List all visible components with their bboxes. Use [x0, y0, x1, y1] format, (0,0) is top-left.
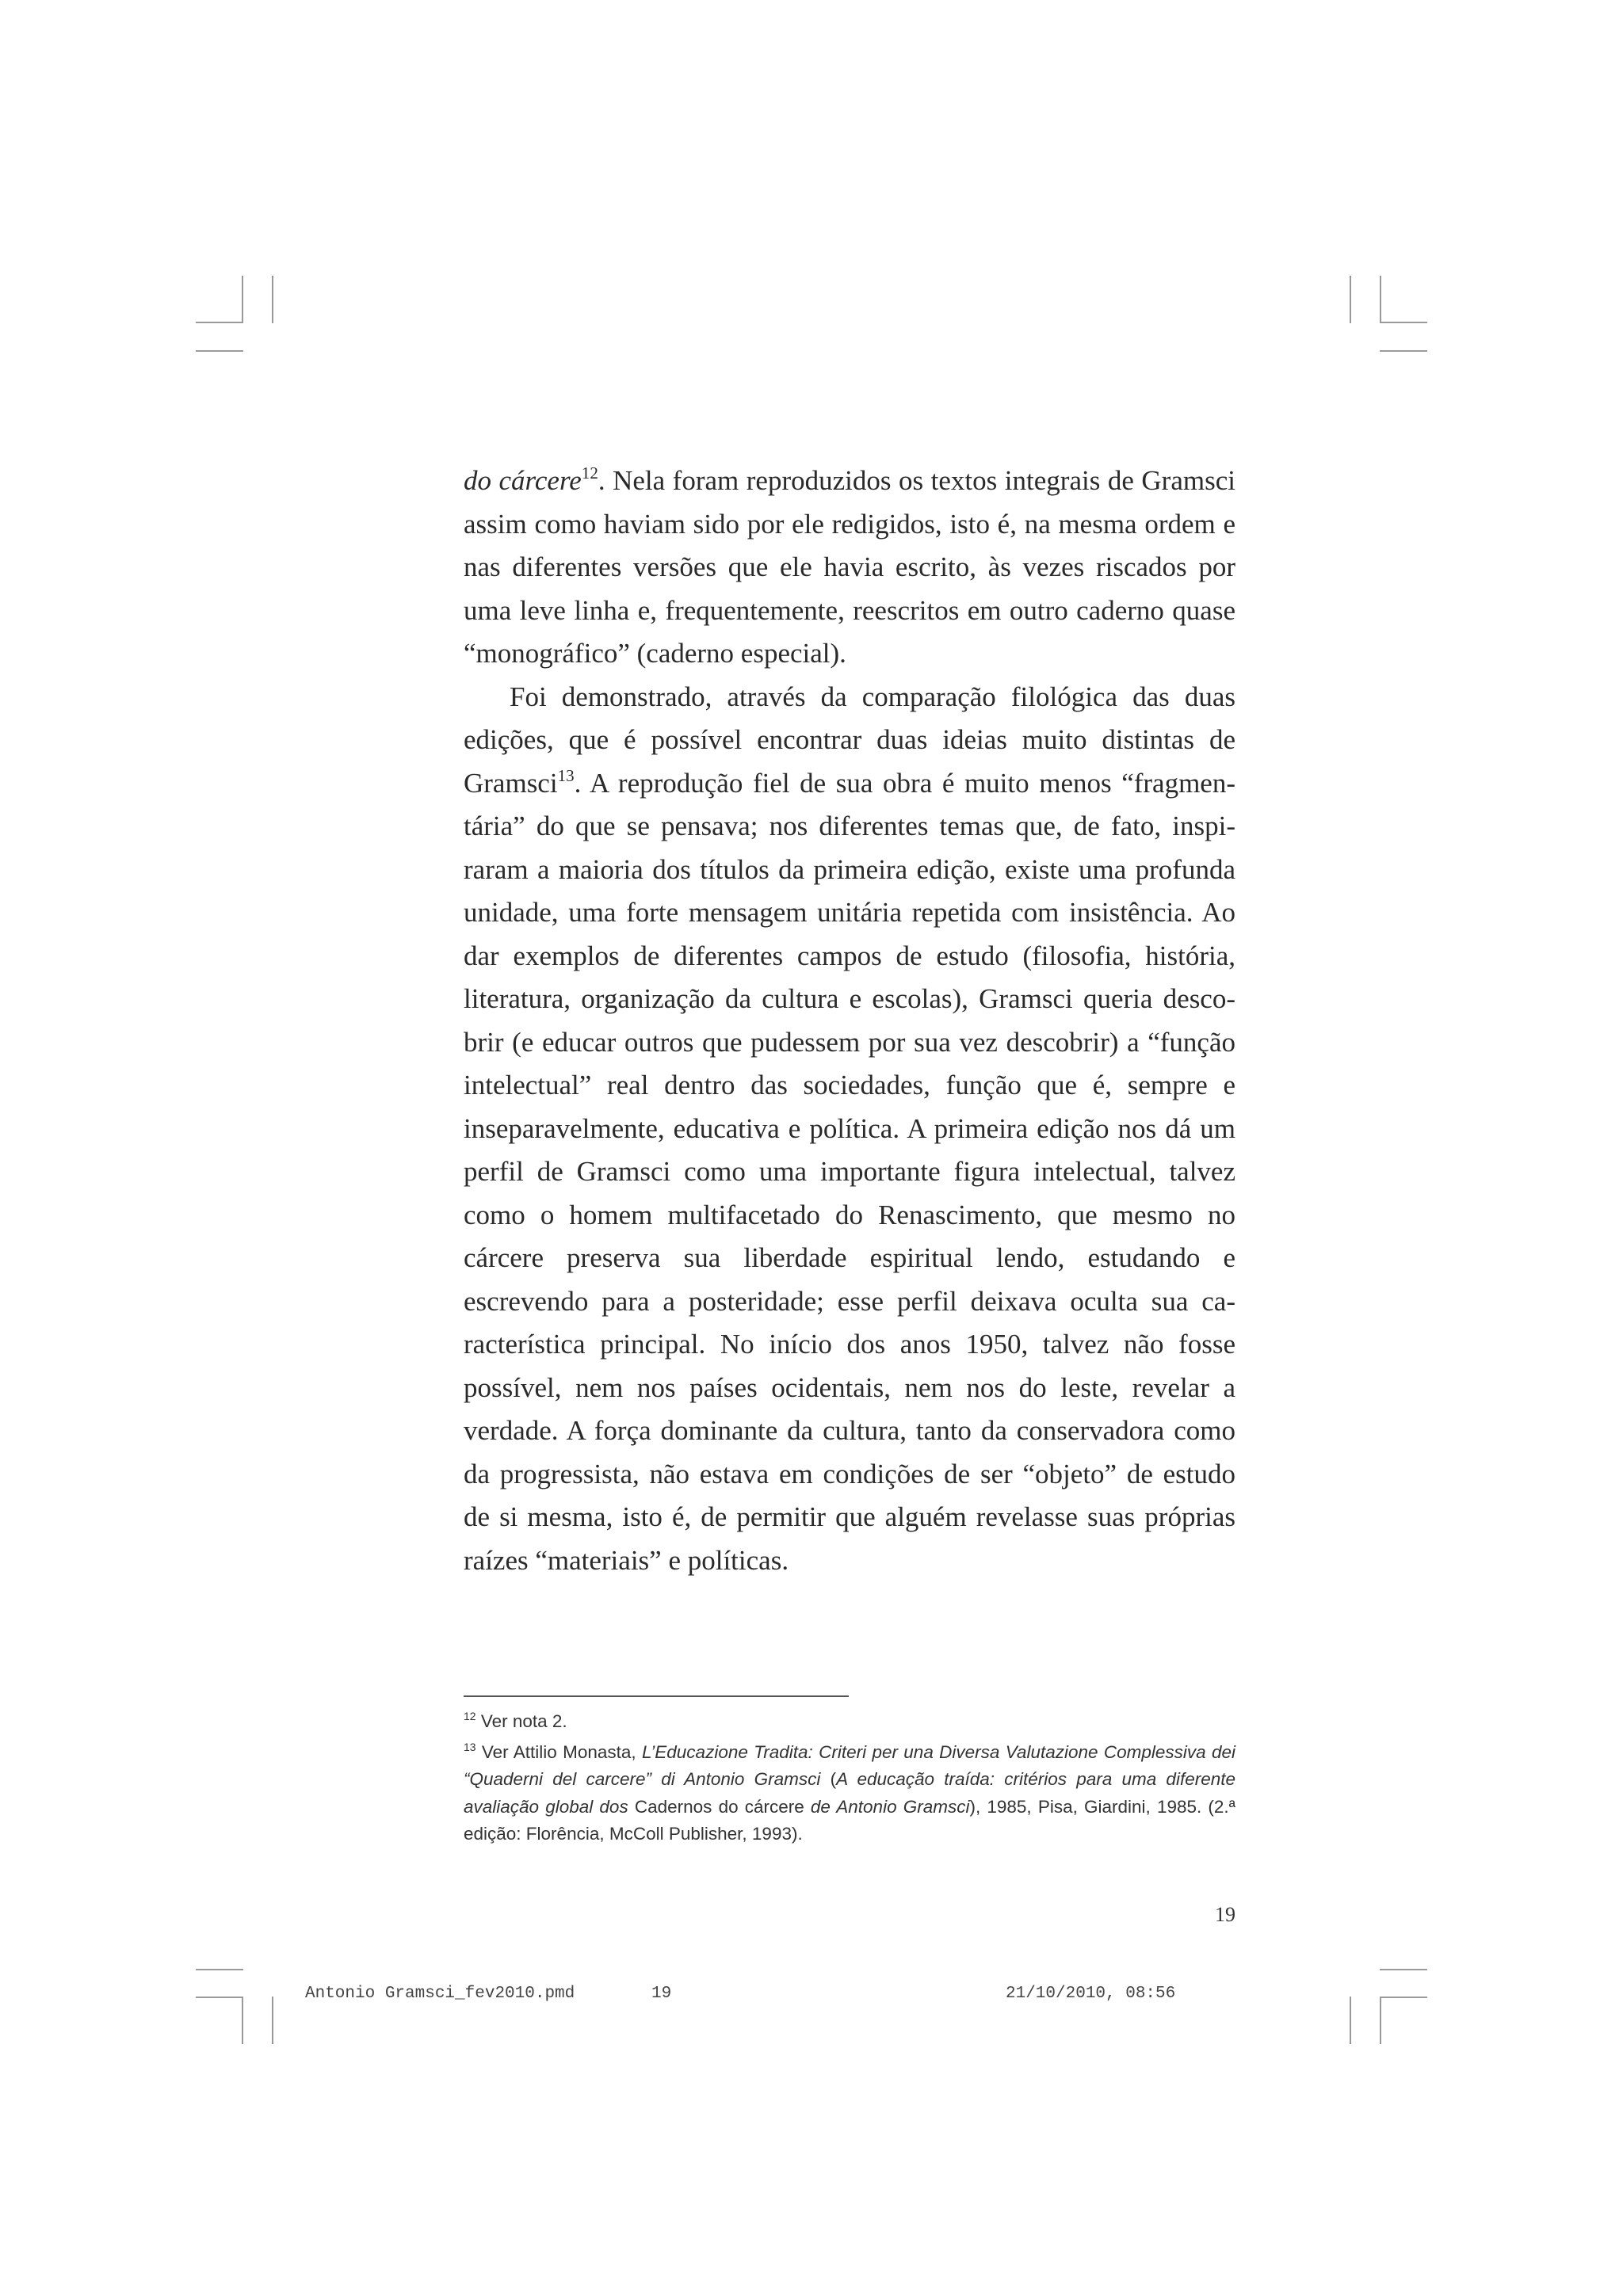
crop-mark	[1380, 1997, 1381, 2044]
footnote-text: Cadernos do cárcere	[628, 1796, 811, 1817]
footnote-text: ), 1985, Pisa, Giardini, 1985. (2.ª edição: Florência, McColl Publisher, 1993).	[464, 1796, 1235, 1844]
slug-page: 19	[651, 1985, 672, 2003]
crop-mark	[196, 1997, 243, 1998]
body-text	[464, 460, 1235, 1582]
crop-mark	[196, 350, 243, 352]
footnote-italic: de Antonio Gramsci	[810, 1796, 970, 1817]
crop-mark	[272, 276, 273, 323]
crop-mark	[272, 1997, 273, 2044]
print-slug	[305, 1985, 1177, 2012]
crop-mark	[1350, 1997, 1351, 2044]
footnote-italic: L’Educazione Tradita: Criteri per una Diversa Valutazione Complessiva dei “Quaderni del carcere” di Antonio Gramsci	[464, 1741, 1235, 1789]
footnote-13	[464, 1739, 1235, 1848]
crop-mark	[1350, 276, 1351, 323]
footnote-12	[464, 1708, 1235, 1736]
footnotes	[464, 1708, 1235, 1852]
footnote-ref-13[interactable]: 13	[557, 765, 575, 785]
slug-filename: Antonio Gramsci_fev2010.pmd	[305, 1985, 575, 2003]
footnote-number: 12	[464, 1710, 476, 1722]
paragraph-2-text-a: Foi demonstrado, através da comparação filológica das duas edições, que é possível encontrar duas ideias muito distintas de Gramsci	[464, 681, 1235, 799]
paragraph-2-text-b: . A reprodução fiel de sua obra é muito menos “fragmentária” do que se pensava; nos diferentes temas que, de fato, inspiraram a maioria dos títulos da primeira edição, existe uma profunda unidade, uma forte mensagem unitária repetida com insistência. Ao dar exemplos de diferentes campos de estudo (filosofia, história, literatura, organização da cultura e escolas), Gramsci queria descobrir (e educar outros que pudessem por sua vez descobrir) a “função intelectual” real dentro das sociedades, função que é, sempre e inseparavelmente, educativa e política. A primeira edição nos dá um perfil de Gramsci como uma importante figura intelectual, talvez como o homem multifacetado do Renascimento, que mesmo no cárcere preserva sua liberdade espiritual lendo, estudando e escrevendo para a posteridade; esse perfil deixava oculta sua característica principal. No início dos anos 1950, talvez não fosse possível, nem nos países ocidentais, nem nos do leste, revelar a verdade. A força dominante da cultura, tanto da conservadora como da progressista, não estava em condições de ser “objeto” de estudo de si mesma, isto é, de permitir que alguém revelasse suas próprias raízes “materiais” e políticas.	[464, 767, 1235, 1576]
footnote-text: Ver Attilio Monasta,	[481, 1741, 642, 1762]
footnote-divider	[464, 1695, 849, 1697]
crop-mark	[242, 1997, 243, 2044]
crop-mark	[242, 276, 243, 323]
crop-mark	[196, 1969, 243, 1970]
italic-title: do cárcere	[464, 465, 582, 496]
crop-mark	[1380, 1969, 1427, 1970]
footnote-text: (	[820, 1769, 837, 1789]
paragraph-1-text: . Nela foram reproduzidos os textos integrais de Gramsci assim como haviam sido por ele redigidos, isto é, na mesma ordem e nas diferentes versões que ele havia escrito, às vezes riscados por uma leve linha e, frequentemente, reescritos em outro caderno quase “monográfico” (caderno especial).	[464, 465, 1235, 669]
footnote-ref-12[interactable]: 12	[581, 463, 598, 482]
crop-mark	[1380, 322, 1427, 323]
paragraph-2	[464, 676, 1235, 1583]
footnote-italic: A educação traída: critérios para uma diferente avaliação global dos	[464, 1769, 1235, 1817]
crop-mark	[1380, 276, 1381, 323]
crop-mark	[1380, 1997, 1427, 1998]
slug-datetime: 21/10/2010, 08:56	[1006, 1985, 1176, 2003]
paragraph-1	[464, 460, 1235, 676]
crop-mark	[196, 322, 243, 323]
footnote-number: 13	[464, 1740, 476, 1753]
page-number: 19	[1215, 1903, 1235, 1926]
footnote-text: Ver nota 2.	[480, 1711, 567, 1731]
crop-mark	[1380, 350, 1427, 352]
